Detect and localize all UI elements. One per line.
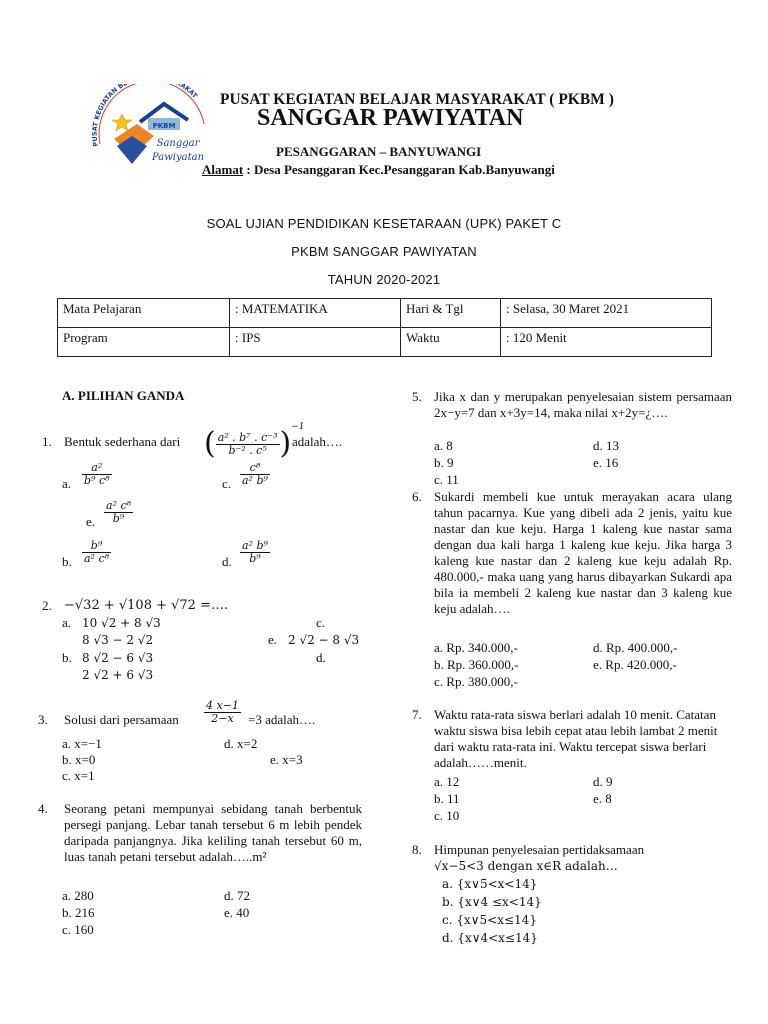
q3-option-c: c. x=1 <box>62 768 95 783</box>
table-cell: : MATEMATIKA <box>230 299 401 328</box>
section-heading: A. PILIHAN GANDA <box>62 388 185 403</box>
table-cell: Mata Pelajaran <box>58 299 230 328</box>
header-address <box>202 162 555 178</box>
q3-option-b: b. x=0 <box>62 752 96 767</box>
q2-option-c: 8 √3 − 2 √2 <box>82 633 154 647</box>
q8-option-d: d. {x∨4<x≤14} <box>442 931 538 945</box>
q7-number: 7. <box>412 707 422 722</box>
logo-script-1: Sanggar <box>156 138 200 149</box>
q3-text: Solusi dari persamaan <box>64 712 179 727</box>
q5-number: 5. <box>412 389 422 404</box>
exam-title: SOAL UJIAN PENDIDIKAN KESETARAAN (UPK) PAKET C <box>206 216 562 231</box>
q3-denominator: 2−x <box>211 712 234 725</box>
q8-text-line-1: Himpunan penyelesaian pertidaksamaan <box>434 842 645 857</box>
q1-option-b: $\frac{\text{b⁹}}{\text{a² c⁸}}$ <box>84 539 110 565</box>
table-row <box>58 328 712 357</box>
logo-script-2: Pawiyatan <box>151 152 205 163</box>
address-label: Alamat <box>202 162 244 177</box>
q4-option-e: e. 40 <box>224 905 250 920</box>
q4-option-b: b. 216 <box>62 905 95 920</box>
q2-option-e-label: e. <box>268 632 278 647</box>
table-cell: Hari & Tgl <box>401 299 501 328</box>
q1-text: Bentuk sederhana dari <box>64 434 181 449</box>
q5-option-d: d. 13 <box>593 438 619 453</box>
q2-option-c-label: c. <box>316 615 326 630</box>
header-line-3: PESANGGARAN – BANYUWANGI <box>276 144 482 159</box>
pkbm-logo <box>92 84 212 180</box>
q3-option-e: e. x=3 <box>270 752 303 767</box>
q5-option-b: b. 9 <box>434 455 454 470</box>
q7-option-b: b. 11 <box>434 791 460 806</box>
table-cell: Program <box>58 328 230 357</box>
q4-option-d: d. 72 <box>224 888 250 903</box>
q6-option-d: d. Rp. 400.000,- <box>593 640 678 655</box>
table-cell: : Selasa, 30 Maret 2021 <box>501 299 712 328</box>
q1-option-d-label: d. <box>222 554 232 569</box>
table-cell: : 120 Menit <box>501 328 712 357</box>
table-row <box>58 299 712 328</box>
q1-option-b-label: b. <box>62 554 72 569</box>
q6-option-e: e. Rp. 420.000,- <box>593 657 677 672</box>
q6-number: 6. <box>412 489 422 504</box>
q1-option-e: $\frac{\text{a² c⁸}}{\text{b⁹}}$ <box>106 499 132 525</box>
q4-text: Seorang petani mempunyai sebidang tanah berbentuk persegi panjang. Lebar tanah tersebut 6 m lebih pendek daripada panjangnya. Jika keliling tanah tersebut 60 m, luas tanah petani tersebut adalah…..m² <box>64 801 362 864</box>
q5-option-e: e. 16 <box>593 455 619 470</box>
q3-fraction <box>204 700 241 725</box>
table-cell: Waktu <box>401 328 501 357</box>
q4-option-a: a. 280 <box>62 888 94 903</box>
q7-option-d: d. 9 <box>593 774 613 789</box>
q1-option-a: $\frac{\text{a²}}{\text{b⁹ c⁸}}$ <box>84 461 110 487</box>
q2-option-b: 8 √2 − 6 √3 <box>82 651 154 665</box>
q2-option-a: 10 √2 + 8 √3 <box>82 616 161 630</box>
q2-option-b-label: b. <box>62 650 72 665</box>
q5-option-a: a. 8 <box>434 438 453 453</box>
q1-tail: adalah…. <box>292 434 343 449</box>
q6-option-c: c. Rp. 380.000,- <box>434 674 518 689</box>
q7-text: Waktu rata-rata siswa berlari adalah 10 menit. Catatan waktu siswa bisa lebih cepat atau lebih lambat 2 menit dari waktu rata-rata ini. Waktu tercepat siswa berlari adalah……menit. <box>434 707 718 770</box>
q1-option-c: $\frac{\text{c⁸}}{\text{a² b⁹}}$ <box>242 461 268 487</box>
table-cell: : IPS <box>230 328 401 357</box>
q1-option-c-label: c. <box>222 476 232 491</box>
q6-option-b: b. Rp. 360.000,- <box>434 657 519 672</box>
address-text: : Desa Pesanggaran Kec.Pesanggaran Kab.Banyuwangi <box>243 162 555 177</box>
exam-subtitle: PKBM SANGGAR PAWIYATAN <box>291 244 477 259</box>
q2-expression: −√32 + √108 + √72 =…. <box>64 598 229 613</box>
header-line-2: SANGGAR PAWIYATAN <box>257 105 524 131</box>
q7-option-c: c. 10 <box>434 808 460 823</box>
logo-ring-text: P T KEGIATAN B AKAT <box>92 84 199 148</box>
q4-option-c: c. 160 <box>62 922 94 937</box>
q7-option-a: a. 12 <box>434 774 460 789</box>
q6-option-a: a. Rp. 340.000,- <box>434 640 518 655</box>
q7-option-e: e. 8 <box>593 791 612 806</box>
q8-number: 8. <box>412 842 422 857</box>
q3-rhs: =3 adalah…. <box>248 712 316 727</box>
q6-text: Sukardi membeli kue untuk merayakan acara ulang tahun pacarnya. Kue yang dibeli ada 2 jenis, yaitu kue nastar dan kue keju. Harga 1 kaleng kue nastar sama dengan dua kali harga 1 kaleng kue keju. Jika harga 3 kaleng kue nastar dan 2 kaleng kue keju adalah Rp. 480.000,- maka uang yang harus dibayarkan Sukardi apa bila ia membeli 2 kaleng kue nastar dan 3 kaleng kue keju adalah…. <box>434 489 732 616</box>
header-line-1: PUSAT KEGIATAN BELAJAR MASYARAKAT ( PKBM ) <box>220 91 614 108</box>
q1-number: 1. <box>42 434 52 449</box>
exam-info-table <box>57 298 712 357</box>
q3-number: 3. <box>38 712 48 727</box>
q8-option-c: c. {x∨5<x≤14} <box>442 913 537 927</box>
q2-option-d: 2 √2 + 6 √3 <box>82 668 154 682</box>
q3-option-a: a. x=−1 <box>62 736 102 751</box>
q5-option-c: c. 11 <box>434 472 459 487</box>
q2-option-a-label: a. <box>62 615 72 630</box>
q1-option-a-label: a. <box>62 476 72 491</box>
q1-option-e-label: e. <box>86 514 96 529</box>
q4-number: 4. <box>38 801 48 816</box>
q2-option-e: 2 √2 − 8 √3 <box>288 633 360 647</box>
q3-option-d: d. x=2 <box>224 736 258 751</box>
logo-center-text: PKBM <box>152 122 176 130</box>
q8-option-a: a. {x∨5<x<14} <box>442 877 538 891</box>
q2-number: 2. <box>42 598 52 613</box>
q1-option-d: $\frac{\text{a² b⁹}}{\text{b⁹}}$ <box>242 539 268 565</box>
q1-expression: ( $\frac{\text{a² . b⁷ . c⁻³}}{\text{b⁻² . c⁵}}$ )$^{-1}$ <box>204 422 305 461</box>
q3-numerator: 4 x−1 <box>206 699 239 712</box>
q8-text-line-2: √x−5<3 dengan x∈R adalah… <box>434 859 618 873</box>
q5-text: Jika x dan y merupakan penyelesaian sistem persamaan 2x−y=7 dan x+3y=14, maka nilai x+2y=¿…. <box>434 389 732 420</box>
exam-year: TAHUN 2020-2021 <box>327 272 441 287</box>
q8-option-b: b. {x∨4 ≤x<14} <box>442 895 542 909</box>
q2-option-d-label: d. <box>316 650 326 665</box>
